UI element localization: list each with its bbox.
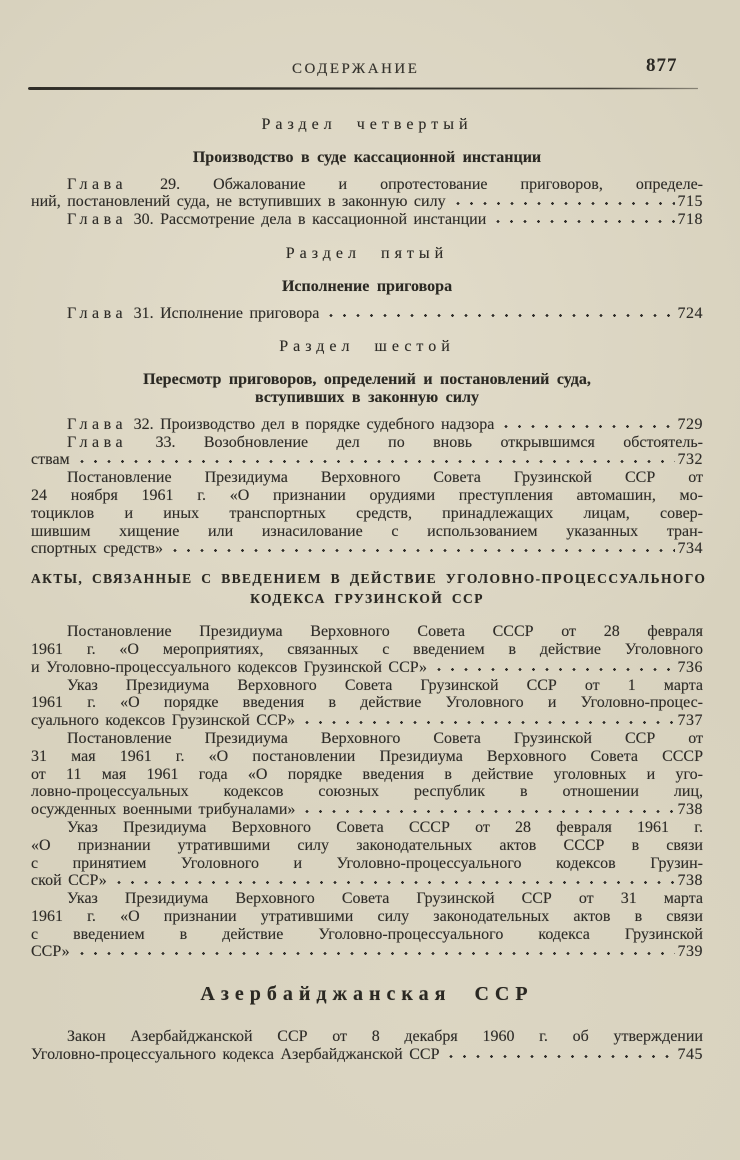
dot-leader <box>76 459 675 464</box>
entry-line: Глава 29. Обжалование и опротестование приговоров, определе- <box>67 175 703 193</box>
entry-line: Глава 33. Возобновление дел по вновь открывшимся обстоятель- <box>67 433 703 451</box>
dot-leader <box>433 667 674 672</box>
page-ref: 732 <box>677 451 703 469</box>
entry-text: суального кодексов Грузинской ССР» <box>31 712 295 730</box>
page-ref: 738 <box>677 872 703 890</box>
entry-text: и Уголовно-процессуального кодексов Грузинской ССР» <box>31 658 428 676</box>
entry-text: спортных средств» <box>31 540 164 558</box>
chapter-word: Глава <box>67 304 128 322</box>
entry-line <box>31 659 703 677</box>
dot-leader <box>325 313 674 318</box>
page-ref: 729 <box>677 415 703 433</box>
page-ref: 738 <box>677 801 703 819</box>
page-ref: 739 <box>677 943 703 961</box>
entry-line <box>31 416 703 434</box>
entry-line: 31 мая 1961 г. «О постановлении Президиума Верховного Совета СССР <box>31 747 703 765</box>
dot-leader <box>169 548 674 553</box>
toc-entry <box>31 211 703 229</box>
acts-caps-heading <box>31 569 707 609</box>
running-title: СОДЕРЖАНИЕ <box>292 61 420 77</box>
entry-line: Указ Президиума Верховного Совета Грузинской ССР от 1 марта <box>67 676 703 694</box>
dot-leader <box>500 424 674 429</box>
entry-text: осужденных военными трибуналами» <box>31 801 296 819</box>
entry-line <box>31 211 703 229</box>
dot-leader <box>492 219 674 224</box>
entry-line <box>31 801 703 819</box>
entry-line: шившим хищение или изнасилование с использованием указанных тран- <box>31 522 703 540</box>
heading-line: Производство в суде кассационной инстанции <box>192 148 542 166</box>
entry-text: Уголовно-процессуального кодекса Азербайджанской ССР <box>31 1046 440 1064</box>
entry-line <box>31 451 703 469</box>
entry-line: с введением в действие Уголовно-процессуального кодекса Грузинской <box>31 925 703 943</box>
entry-text: ССР» <box>31 943 70 961</box>
entry-line <box>31 193 703 211</box>
content <box>31 100 707 1064</box>
entry-text: ской ССР» <box>31 872 107 890</box>
heading-line: вступивших в законную силу <box>255 388 479 406</box>
page-ref: 745 <box>677 1046 703 1064</box>
entry-text: Глава 31. Исполнение приговора <box>67 304 320 322</box>
toc-entry <box>31 730 703 819</box>
entry-line: Постановление Президиума Верховного Совета Грузинской ССР от <box>67 729 703 747</box>
entry-line: 24 ноября 1961 г. «О признании орудиями преступления автомашин, мо- <box>31 486 703 504</box>
dot-leader <box>113 880 675 885</box>
page-folio: 877 <box>646 55 678 76</box>
dot-leader <box>301 809 674 814</box>
section-heading: Раздел четвертый <box>261 116 473 133</box>
entry-line: 1961 г. «О порядке введения в действие Уголовного и Уголовно-процес- <box>31 694 703 712</box>
header-rule <box>28 87 698 90</box>
entry-text: Глава 30. Рассмотрение дела в кассационной инстанции <box>67 211 487 229</box>
entry-line: Постановление Президиума Верховного Совета СССР от 28 февраля <box>67 623 703 641</box>
dot-leader <box>452 201 675 206</box>
entry-text: ствам <box>31 451 70 469</box>
toc-entry <box>31 176 703 212</box>
entry-line: 1961 г. «О мероприятиях, связанных с введением в действие Уголовного <box>31 640 703 658</box>
section-heading: Раздел пятый <box>285 244 449 262</box>
entry-text: Глава 32. Производство дел в порядке судебного надзора <box>67 415 495 433</box>
entry-line <box>31 305 703 323</box>
heading-line: Исполнение приговора <box>281 277 453 295</box>
entry-line <box>31 540 703 558</box>
toc-entry <box>31 677 703 730</box>
entry-line: Указ Президиума Верховного Совета СССР от 28 февраля 1961 г. <box>67 818 703 836</box>
toc-entry <box>31 469 703 558</box>
dot-leader <box>301 720 675 725</box>
subsection-title <box>31 278 703 296</box>
entry-line: «О признании утратившими силу законодательных актов СССР в связи <box>31 836 703 854</box>
entry-line: с принятием Уголовного и Уголовно-процессуального кодексов Грузин- <box>31 854 703 872</box>
entry-text: ний, постановлений суда, не вступивших в законную силу <box>31 193 446 211</box>
entry-line: 1961 г. «О признании утратившими силу законодательных актов в связи <box>31 907 703 925</box>
heading-line: Пересмотр приговоров, определений и постановлений суда, <box>143 371 591 389</box>
toc-entry <box>31 305 703 323</box>
heading-line: КОДЕКСА ГРУЗИНСКОЙ ССР <box>250 591 484 607</box>
entry-line <box>31 872 703 890</box>
heading-line: АКТЫ, СВЯЗАННЫЕ С ВВЕДЕНИЕМ В ДЕЙСТВИЕ УГОЛОВНО-ПРОЦЕССУАЛЬНОГО <box>31 571 707 587</box>
page-ref: 715 <box>677 193 703 211</box>
entry-line: ловно-процессуальных кодексов союзных республик в отношении лиц, <box>31 783 703 801</box>
dot-leader <box>445 1054 674 1059</box>
toc-entry <box>31 623 703 676</box>
entry-line: Указ Президиума Верховного Совета Грузинской ССР от 31 марта <box>67 890 703 908</box>
section-heading: Раздел шестой <box>279 338 455 356</box>
entry-line: Закон Азербайджанской ССР от 8 декабря 1960 г. об утверждении <box>67 1028 703 1046</box>
page-ref: 734 <box>677 540 703 558</box>
entry-line <box>31 712 703 730</box>
entry-line: Постановление Президиума Верховного Совета Грузинской ССР от <box>67 469 703 487</box>
chapter-word: Глава <box>67 433 128 451</box>
entry-line <box>31 943 703 961</box>
page-ref: 718 <box>677 211 703 229</box>
toc-entry <box>31 890 703 961</box>
toc-entry <box>31 416 703 434</box>
subsection-title <box>31 371 703 407</box>
chapter-word: Глава <box>67 415 128 433</box>
chapter-word: Глава <box>67 175 128 193</box>
page-ref: 724 <box>677 304 703 322</box>
page-ref: 736 <box>677 658 703 676</box>
republic-heading: Азербайджанская ССР <box>200 983 534 1006</box>
toc-entry <box>31 819 703 890</box>
dot-leader <box>76 951 675 956</box>
chapter-word: Глава <box>67 211 128 229</box>
page-ref: 737 <box>677 712 703 730</box>
toc-entry <box>31 1028 703 1064</box>
toc-entry <box>31 434 703 470</box>
entry-line: от 11 мая 1961 года «О порядке введения в действие уголовных и уго- <box>31 765 703 783</box>
entry-line <box>31 1046 703 1064</box>
entry-line: тоциклов и иных транспортных средств, принадлежащих лицам, совер- <box>31 504 703 522</box>
subsection-title <box>31 149 703 167</box>
